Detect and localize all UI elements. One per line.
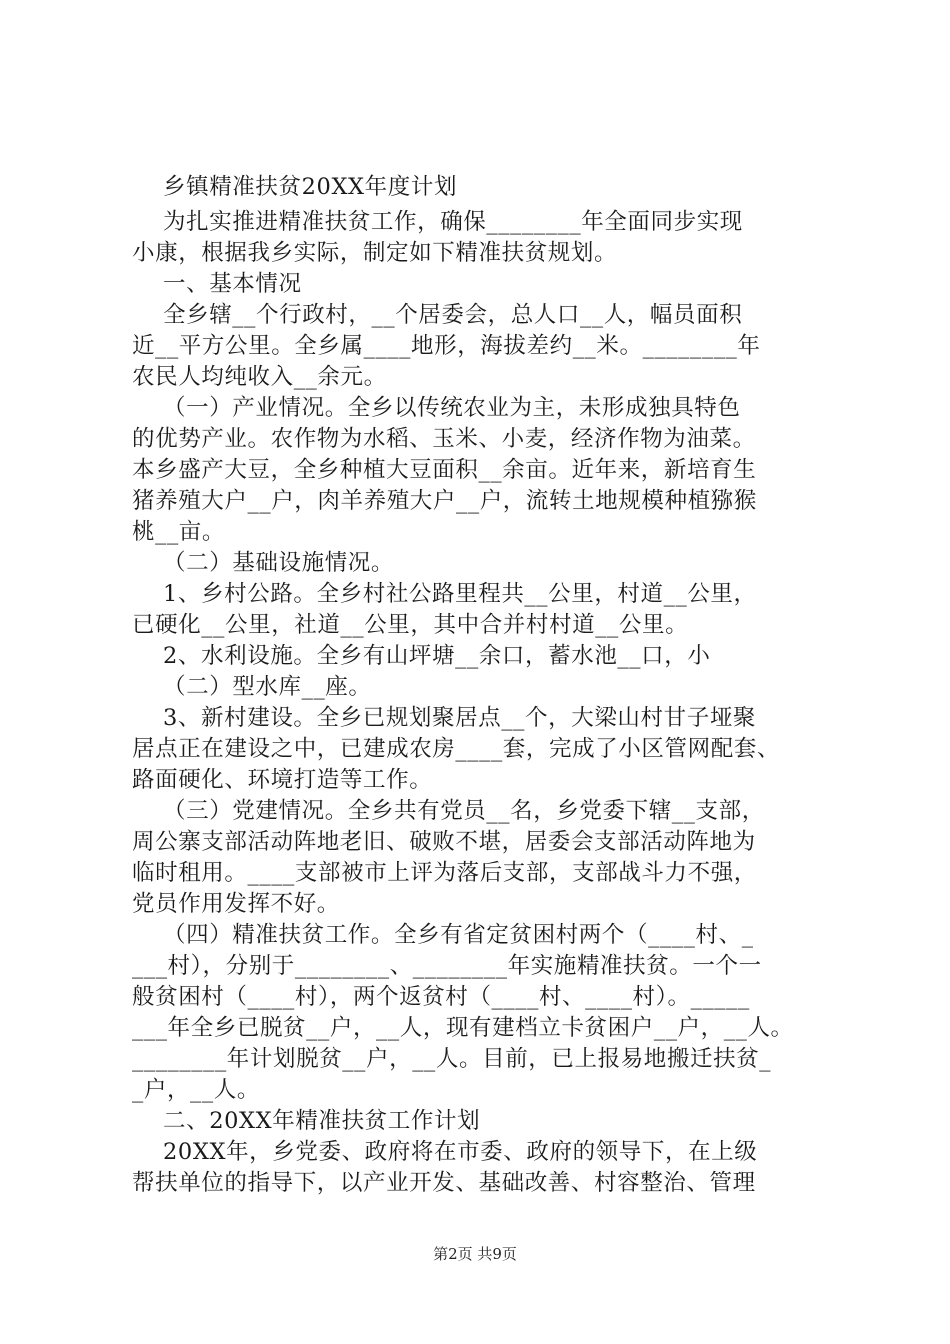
paragraph-line: 3、新村建设。全乡已规划聚居点__个，大梁山村甘子垭聚 [132, 705, 757, 731]
paragraph-line: 20XX年，乡党委、政府将在市委、政府的领导下，在上级 [132, 1139, 758, 1165]
subsection-heading: （二）基础设施情况。 [132, 550, 395, 576]
paragraph-line: 为扎实推进精准扶贫工作，确保________年全面同步实现 [132, 209, 743, 235]
paragraph-line: _户，__人。 [132, 1077, 260, 1103]
paragraph-line: 2、水利设施。全乡有山坪塘__余口，蓄水池__口，小 [132, 643, 711, 669]
paragraph-line: （三）党建情况。全乡共有党员__名，乡党委下辖__支部， [132, 798, 765, 824]
paragraph-line: ________年计划脱贫__户，__人。目前，已上报易地搬迁扶贫_ [132, 1046, 772, 1072]
paragraph-line: 般贫困村（____村），两个返贫村（____村、____村）。_____ [132, 984, 750, 1010]
paragraph-line: 农民人均纯收入__余元。 [132, 364, 387, 390]
paragraph-line: 路面硬化、环境打造等工作。 [132, 767, 433, 793]
section-heading: 二、20XX年精准扶贫工作计划 [132, 1108, 481, 1134]
paragraph-line: 全乡辖__个行政村，__个居委会，总人口__人，幅员面积 [132, 302, 743, 328]
paragraph-line: 党员作用发挥不好。 [132, 891, 340, 917]
paragraph-line: 小康，根据我乡实际，制定如下精准扶贫规划。 [132, 240, 618, 266]
paragraph-line: 的优势产业。农作物为水稻、玉米、小麦，经济作物为油菜。 [132, 426, 756, 452]
paragraph-line: 1、乡村公路。全乡村社公路里程共__公里，村道__公里， [132, 581, 757, 607]
paragraph-line: （一）产业情况。全乡以传统农业为主，未形成独具特色 [132, 395, 741, 421]
document-title: 乡镇精准扶贫20XX年度计划 [132, 174, 458, 200]
paragraph-line: ___年全乡已脱贫__户，__人，现有建档立卡贫困户__户，__人。 [132, 1015, 794, 1041]
paragraph-line: 本乡盛产大豆，全乡种植大豆面积__余亩。近年来，新培育生 [132, 457, 757, 483]
page-footer: 第2页 共9页 [433, 1245, 517, 1263]
paragraph-line: 已硬化__公里，社道__公里，其中合并村村道__公里。 [132, 612, 689, 638]
paragraph-line: ___村），分别于________、________年实施精准扶贫。一个一 [132, 953, 762, 979]
paragraph-line: 居点正在建设之中，已建成农房____套，完成了小区管网配套、 [132, 736, 781, 762]
paragraph-line: 桃__亩。 [132, 519, 226, 545]
section-heading: 一、基本情况 [132, 271, 302, 297]
paragraph-line: 临时租用。____支部被市上评为落后支部，支部战斗力不强， [132, 860, 757, 886]
paragraph-line: （四）精准扶贫工作。全乡有省定贫困村两个（____村、_ [132, 922, 754, 948]
paragraph-line: 帮扶单位的指导下，以产业开发、基础改善、村容整治、管理 [132, 1170, 756, 1196]
paragraph-line: （二）型水库__座。 [132, 674, 372, 700]
paragraph-line: 近__平方公里。全乡属____地形，海拔差约__米。________年 [132, 333, 761, 359]
paragraph-line: 猪养殖大户__户，肉羊养殖大户__户，流转土地规模种植猕猴 [132, 488, 757, 514]
paragraph-line: 周公寨支部活动阵地老旧、破败不堪，居委会支部活动阵地为 [132, 829, 756, 855]
